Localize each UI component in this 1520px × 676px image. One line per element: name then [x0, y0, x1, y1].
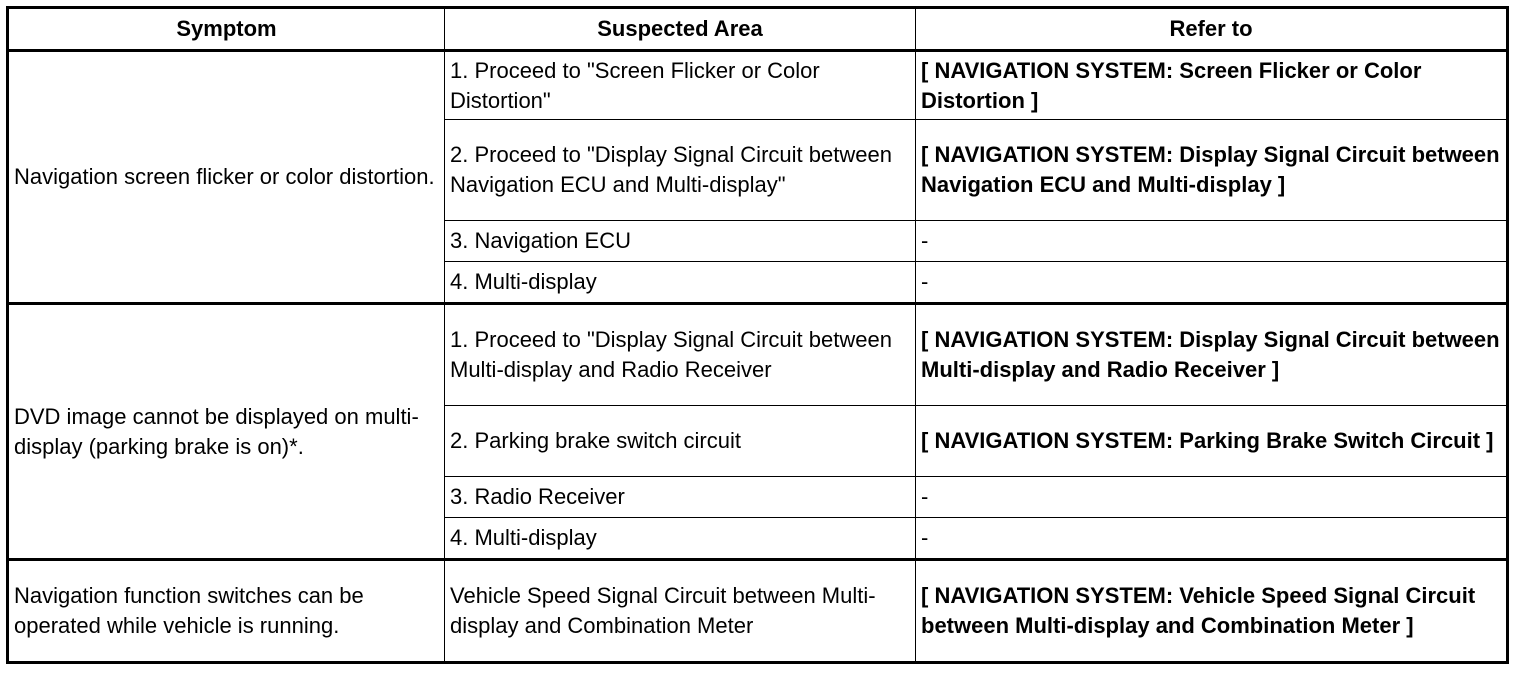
- header-symptom: Symptom: [8, 8, 445, 51]
- suspected-area-cell: 3. Radio Receiver: [445, 477, 916, 518]
- suspected-area-cell: 3. Navigation ECU: [445, 221, 916, 262]
- header-row: [8, 8, 1508, 51]
- refer-link[interactable]: [ NAVIGATION SYSTEM: Display Signal Circuit between Multi-display and Radio Receiver ]: [916, 304, 1508, 406]
- header-suspected-area: Suspected Area: [445, 8, 916, 51]
- suspected-area-cell: 4. Multi-display: [445, 518, 916, 560]
- suspected-area-cell: 2. Proceed to "Display Signal Circuit between Navigation ECU and Multi-display": [445, 120, 916, 221]
- refer-cell: -: [916, 518, 1508, 560]
- suspected-area-cell: 2. Parking brake switch circuit: [445, 406, 916, 477]
- table-row: [8, 51, 1508, 120]
- header-refer-to: Refer to: [916, 8, 1508, 51]
- refer-cell: -: [916, 477, 1508, 518]
- suspected-area-cell: 1. Proceed to "Screen Flicker or Color Distortion": [445, 51, 916, 120]
- symptom-cell: Navigation function switches can be operated while vehicle is running.: [8, 560, 445, 663]
- table-row: [8, 304, 1508, 406]
- refer-link[interactable]: [ NAVIGATION SYSTEM: Vehicle Speed Signal Circuit between Multi-display and Combination Meter ]: [916, 560, 1508, 663]
- refer-cell: -: [916, 221, 1508, 262]
- refer-link[interactable]: [ NAVIGATION SYSTEM: Display Signal Circuit between Navigation ECU and Multi-display ]: [916, 120, 1508, 221]
- symptom-table: [6, 6, 1509, 664]
- refer-link[interactable]: [ NAVIGATION SYSTEM: Parking Brake Switch Circuit ]: [916, 406, 1508, 477]
- table-row: [8, 560, 1508, 663]
- suspected-area-cell: Vehicle Speed Signal Circuit between Multi-display and Combination Meter: [445, 560, 916, 663]
- symptom-cell: Navigation screen flicker or color distortion.: [8, 51, 445, 304]
- suspected-area-cell: 4. Multi-display: [445, 262, 916, 304]
- refer-link[interactable]: [ NAVIGATION SYSTEM: Screen Flicker or Color Distortion ]: [916, 51, 1508, 120]
- symptom-cell: DVD image cannot be displayed on multi-display (parking brake is on)*.: [8, 304, 445, 560]
- refer-cell: -: [916, 262, 1508, 304]
- suspected-area-cell: 1. Proceed to "Display Signal Circuit between Multi-display and Radio Receiver: [445, 304, 916, 406]
